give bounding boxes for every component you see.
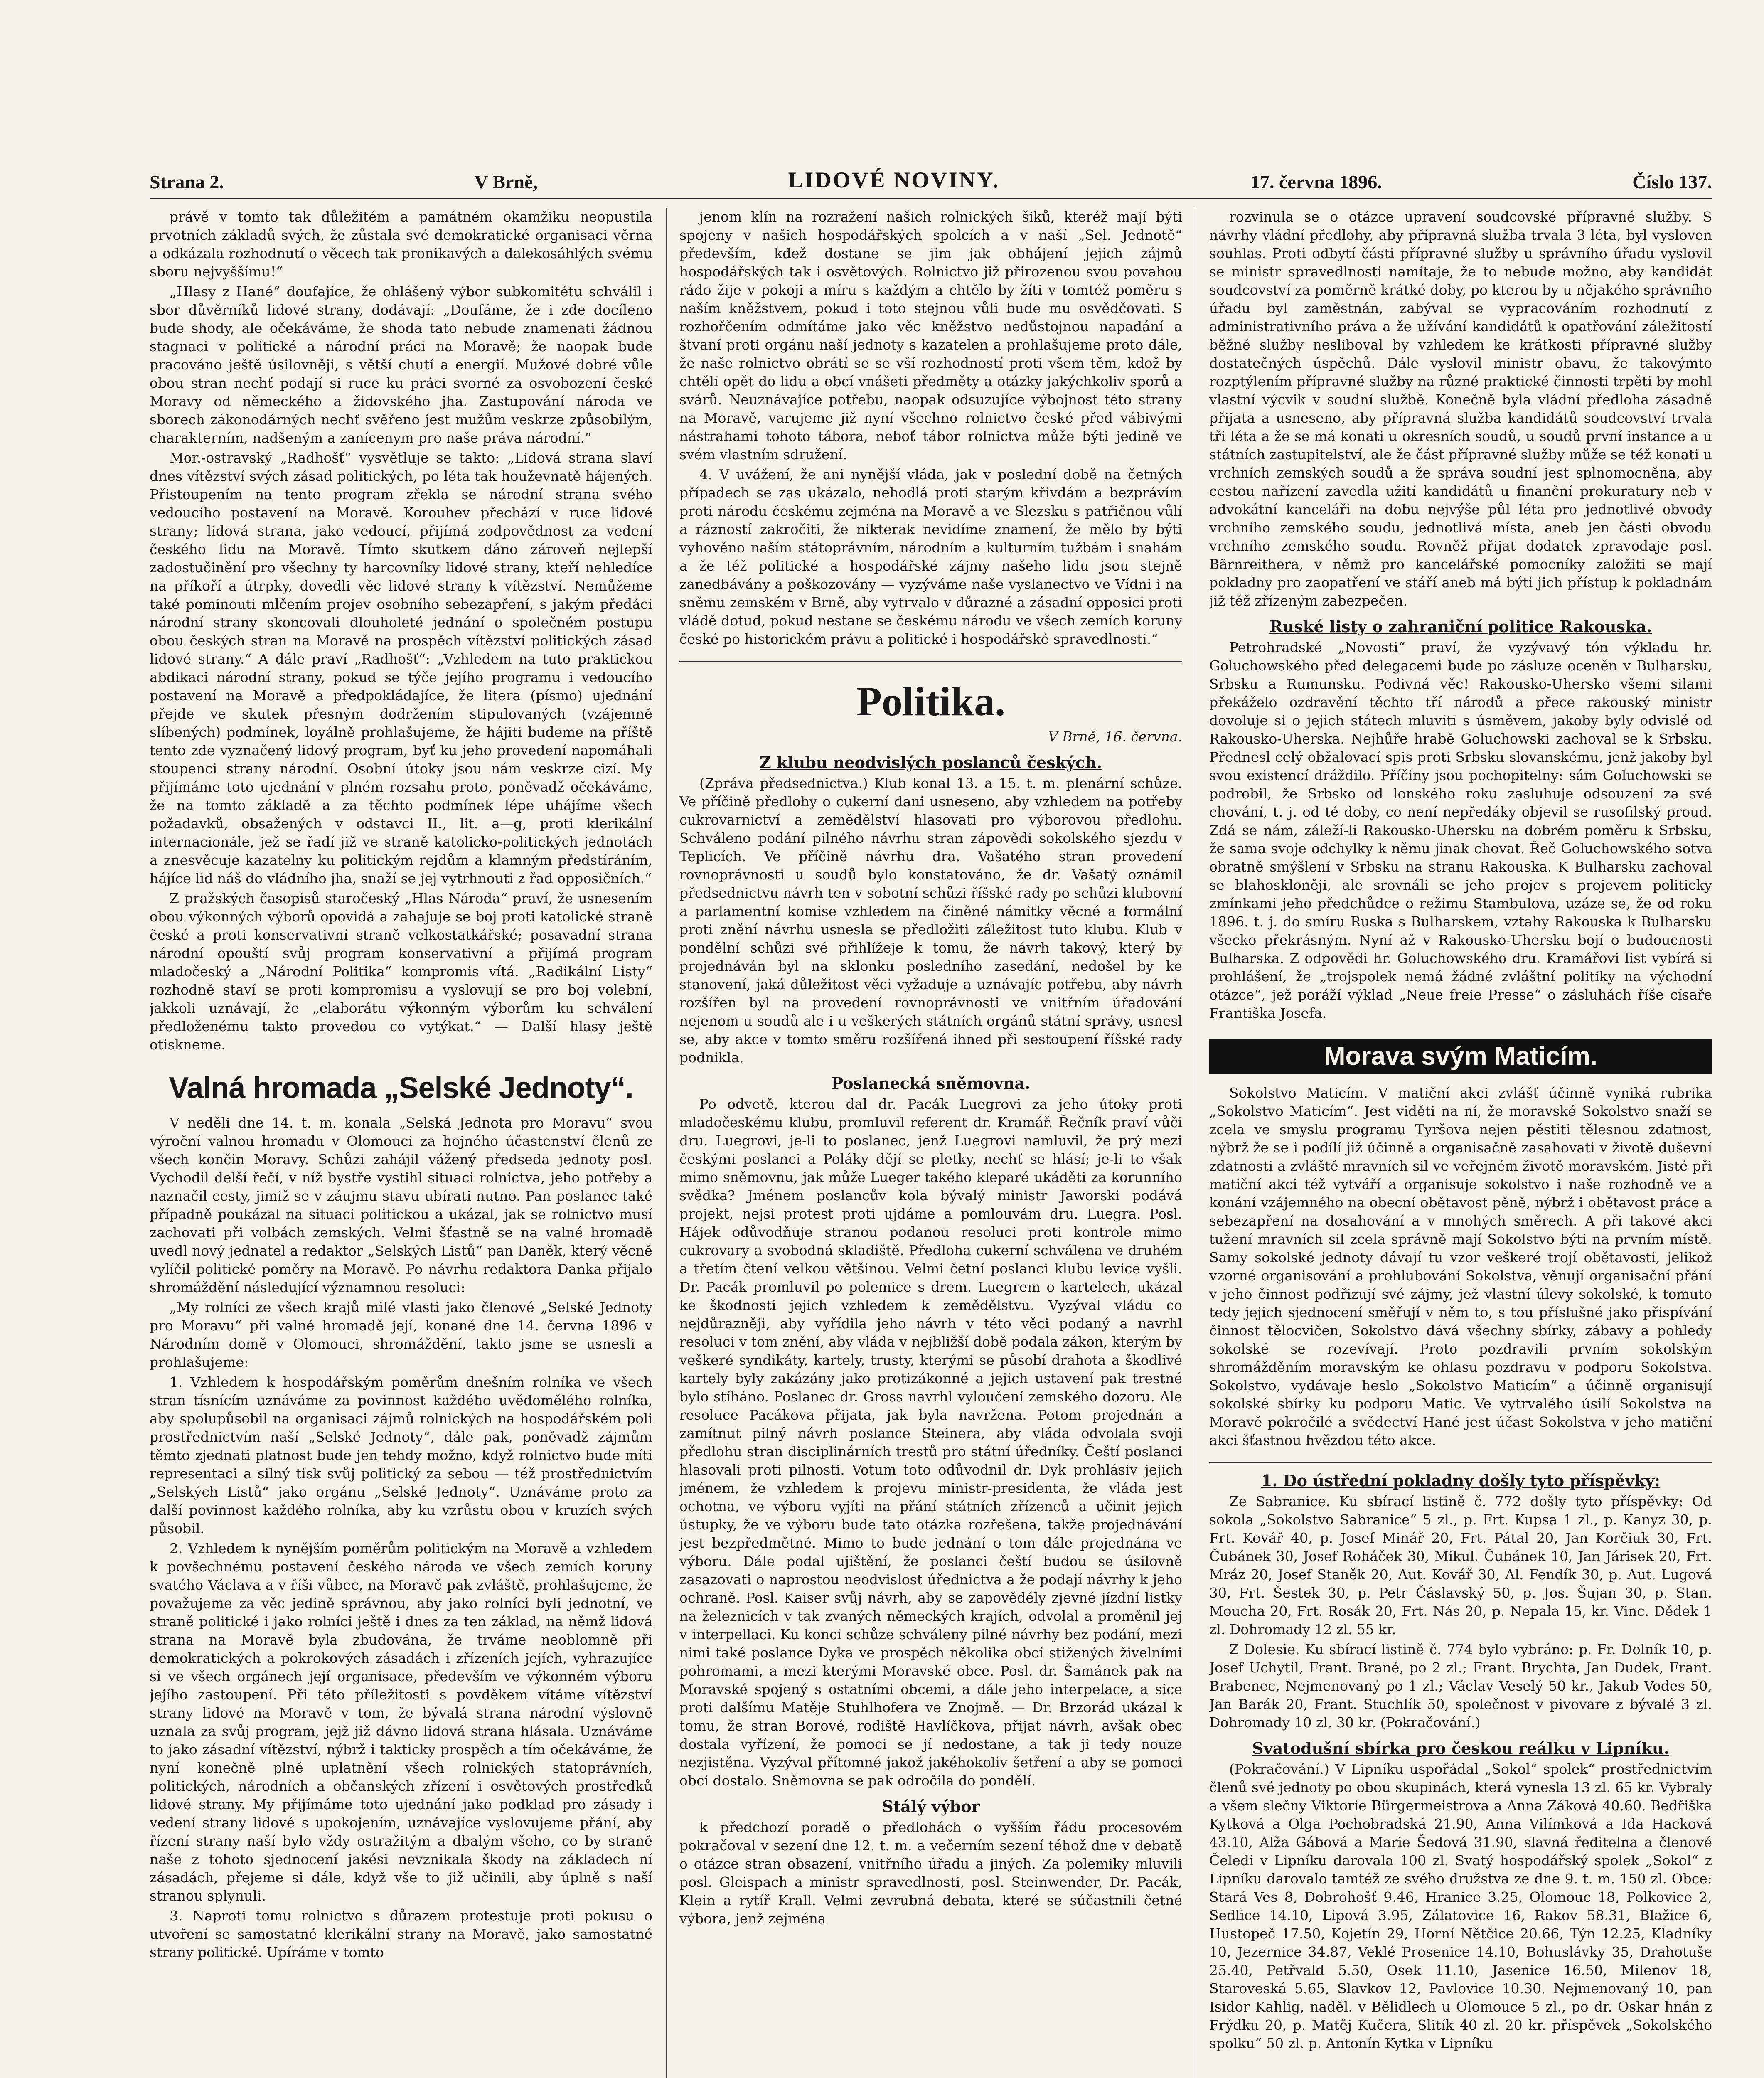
section-title: Politika. bbox=[856, 678, 1006, 724]
article-title: Valná hromada „Selské Jednoty“. bbox=[169, 1071, 633, 1105]
paragraph: Petrohradské „Novosti“ praví, že vyzývavý tón výkladu hr. Goluchowského před delegacemi bude po zásluze oceněn v Bulharsku, Srbsku a Rumunsku. Podivná věc! Rakousko-Uhersko všemi silami překáželo ozdravění těchto tří národů a přece rakouský ministr dovoluje si o jejich státech mluviti s úsměvem, jakoby byly odvislé od Rakousko-Uherska. Nejhůře hrabě Goluchowski zachoval se k Srbsku. Přednesl celý obžalovací spis proti Srbsku slovanskému, jenž jakoby byl svou existencí dráždilo. Příčiny jsou pochopitelny: sám Goluchowski se podrobil, že Srbsko od lonského roku zasluhuje odsouzení za své chování, t. j. od té doby, co není nepředáky objevil se rusofilský proud. Zdá se nám, záleží-li Rakousko-Uhersku na dobrém poměru k Srbsku, že sama svoje odchylky k němu jinak chovat. Řeč Goluchowského sotva obratně smýšlení v Srbsku na stranu Rakouska. K Bulharsku zachoval se blahoskloněji, ale srovnáli se jeho projev s projevem politicky zmínkami jeho předchůdce o režimu Stambulova, uzáze se, že od roku 1896. t. j. do smíru Ruska s Bulharskem, vztahy Rakouska k Bulharsku všecko překrásným. Nyní až v Rakousko-Uhersku bojí o budoucnosti Bulharska. Z odpovědi hr. Goluchowského dru. Kramářovi list vybírá si prohlášení, že „trojspolek nemá žádné zvláštní politiky na východní otázce“, jež poráží výklad „Neue freie Presse“ o zásluhách říše císaře Františka Josefa. bbox=[1209, 639, 1712, 1021]
column-rule bbox=[666, 208, 667, 2078]
paragraph: Sokolstvo Maticím. V matiční akci zvlášť účinně vyniká rubrika „Sokolstvo Maticím“. Jest viděti na ní, že moravské Sokolstvo snaží se zcela ve smyslu programu Tyršova nejen pěstiti tělesnou zdatnost, nýbrž že se i podílí již účinně a organisačně zasahovati v životě duševní zdatnosti a zvláště mravních sil ve veřejném životě moravském. Jisté při matiční akci též vytváří a organisuje sokolstvo i naše rozhodně ve a konání vzájemného na obecní obětavost pěně, nýbrž i obětavost práce a sebezapření na dosahování a v mnohých směrech. A při takové akci tužení mravních sil zcela správně mají Sokolstvo býti na prvním místě. Samy sokolské jednoty dávají tu vzor veškeré trojí obětavosti, jelikož vzorné organisování a prohlubování Sokolstva, věnují organisační přání v jeho činnost podřizují své zájmy, jež vlastní úlevy sokolské, k tomuto tedy jejich sjednocení směřují v něm to, s tou příslušné jako přispívání činnost tělocvičen, Sokolstvo dává všechny sbírky, zábavy a pohledy sokolské se rozevívají. Proto pozdravili prvním sokolským shromážděním moravským ke ohlasu pozdravu v podporu Sokolstva. Sokolstvo, vydávaje heslo „Sokolstvo Maticím“ a účinně organisují sokolské sbírky ku podporu Matic. Ve vytrvalého úsilí Sokolstva na Moravě pokročilé a svědectví Hané jest účast Sokolstva v jeho matiční akci šťastnou hvězdou této akce. bbox=[1209, 1085, 1712, 1448]
masthead: LIDOVÉ NOVINY. bbox=[788, 167, 1000, 192]
column-1 bbox=[150, 208, 652, 2078]
paragraph: rozvinula se o otázce upravení soudcovské přípravné služby. S návrhy vládní předlohy, aby přípravná služba trvala 3 léta, byl vysloven souhlas. Proti odbytí části přípravné služby u správního úřadu vyslovil se ministr spravedlnosti namítaje, že to nebude možno, aby kandidát soudcovství za poměrně krátké doby, po kterou by u nějakého správního úřadu byl zaměstnán, zabýval se vypracováním rozhodnutí z administrativního práva a že užívání kandidátů k opatřování záležitostí běžné služby nesliboval by vzhledem ke krátkosti přípravné služby dostatečných úspěchů. Dále vyslovil ministr obavu, že takovýmto rozptýlením přípravné služby na různé praktické činnosti trpěti by mohl vlastní výcvik v soudní službě. Konečně byla vládní předloha zásadně přijata a usneseno, aby přípravná služba kandidátů soudcovství trvala tři léta a že se má konati u okresních soudů, u soudů první instance a u státních zastupitelství, ale že část přípravné služby může se též konati u vrchních zemských soudů a že správa soudní jest splnomocněna, aby cestou nařízení zavedla užití kandidátů u finanční prokuratury neb v advokátní kanceláři na dobu nejvýše půl léta pro jednotlivé obvody vrchního zemského soudu, jednotlivá místa, aneb jen části obvodu vrchního zemského soudu. Rovněž přijat dodatek zpravodaje posl. Bärnreithera, v němž pro kancelářské pomocníky založiti se mají pokladny pro zaopatření ve stáří aneb má býti jich přístup k pokladnám již též zřízeným zabezpečen. bbox=[1209, 209, 1712, 609]
paragraph: „My rolníci ze všech krajů milé vlasti jako členové „Selské Jednoty pro Moravu“ při valné hromadě její, konané dne 14. června 1896 v Národním domě v Olomouci, shromáždění, takto jsme se usnesli a prohlašujeme: bbox=[150, 1299, 652, 1370]
page-number: Strana 2. bbox=[150, 171, 224, 192]
paragraph: 2. Vzhledem k nynějším poměrům politickým na Moravě a vzhledem k povšechnému postavení českého národa ve všech zemích koruny svatého Václava a v říši vůbec, na Moravě pak zvláště, prohlašujeme, že považujeme za věc jedině správnou, aby jako rolníci byli jednotní, ve straně politické i jako rolníci ještě i dnes za ten základ, na němž lidová strana na Moravě byla zbudována, že trváme neoblomně při demokratických a pokrokových zásadách i zřízeních jejích, vyhrazujíce si ve všech orgánech její organisace, především ve výkonném výboru jejího zastoupení. Při této příležitosti s povděkem vítáme vítězství strany lidové na Moravě v tom, že bývalá strana národní výslovně uznala za svůj program, jejž již dávno lidová strana hlásala. Uznáváme to jako zásadní vítězství, nýbrž i takticky prospěch a tím očekáváme, že nyní konečně plně uplatnění všech rolnických statoprávních, politických, národních a občanských zřízení i osvětových prostředků lidové strany. My přijímáme toto ujednání jako podklad pro zásady i vedení strany lidové s upokojením, uznávajíce vyslovujeme přání, aby řízení strany naší bylo vždy ostražitým a dbalým všeho, co by straně naše z tohoto sjednocení jakési nevznikala škody na základech ní zásadách, přejeme si dále, když vše to již učinili, aby úplně s naší stranou splynuli. bbox=[150, 1540, 652, 1904]
paragraph: 1. Vzhledem k hospodářským poměrům dnešním rolníka ve všech stran tísnícím uznáváme za povinnost každého uvědomělého rolníka, aby spolupůsobil na organisaci zájmů rolnických na hospodářském poli prostřednictvím naší „Selské Jednoty“, dále pak, poněvadž zájmům těmto zjednati platnost bude jen tehdy možno, když rolnictvo bude míti representaci a silný tisk svůj politický za sebou — též prostřednictvím „Selských Listů“ jako orgánu „Selské Jednoty“. Uznáváme proto za další povinnost každého rolníka, aby ku vzrůstu obou v kruzích svých působil. bbox=[150, 1374, 652, 1536]
paragraph: V neděli dne 14. t. m. konala „Selská Jednota pro Moravu“ svou výroční valnou hromadu v Olomouci za hojného účastenství členů ze všech končin Moravy. Schůzi zahájil vážený předseda jednoty posl. Vychodil delší řečí, v níž bystře vystihl situaci rolnictva, jeho potřeby a naznačil cesty, jimiž se v záujmu stavu ubírati nutno. Pan poslanec také případně poukázal na situaci politickou a ukázal, jak se rolnictvo musí zachovati při volbách zemských. Velmi šťastně se na valné hromadě uvedl nový jednatel a redaktor „Selských Listů“ pan Daněk, který věcně vylíčil politické poměry na Moravě. Po návrhu redaktora Danka přijalo shromáždění následující významnou resoluci: bbox=[150, 1115, 652, 1295]
subheading: Svatodušní sbírka pro českou reálku v Lipníku. bbox=[1252, 1739, 1669, 1758]
subheading: Z klubu neodvislých poslanců českých. bbox=[759, 753, 1102, 772]
paragraph: 3. Naproti tomu rolnictvo s důrazem protestuje proti pokusu o utvoření se samostatné klerikální strany na Moravě, jako samostatné strany politické. Upíráme v tomto bbox=[150, 1908, 652, 1960]
paragraph: Ze Sabranice. Ku sbírací listině č. 772 došly tyto příspěvky: Od sokola „Sokolstvo Sabranice“ 5 zl., p. Frt. Kupsa 1 zl., p. Kanyz 30, p. Frt. Kovář 40, p. Josef Minář 20, Frt. Pátal 20, Jan Korčiuk 30, Frt. Čubánek 30, Josef Roháček 30, Mikul. Čubánek 10, Jan Járisek 20, Frt. Mráz 20, Josef Staněk 20, Aut. Kovář 30, Al. Fendík 30, p. Aut. Lugová 30, Frt. Šestek 30, p. Petr Čáslavský 50, p. Jos. Šujan 30, p. Stan. Moucha 20, Frt. Rosák 20, Frt. Nás 20, p. Nepala 15, kr. Vinc. Dědek 1 zl. Dohromady 12 zl. 55 kr. bbox=[1209, 1493, 1712, 1637]
paragraph: 4. V uvážení, že ani nynější vláda, jak v poslední době na četných případech se zas ukázalo, nehodlá proti starým křivdám a bezprávím proti národu českému zejména na Moravě a ve Slezsku s patřičnou vůlí a rázností zakročiti, že nikterak nevidíme znamení, že mělo by býti vyhověno naším státoprávním, národním a kulturním tužbám i snahám a že též politické a hospodářské zájmy našeho lidu jsou stejně zanedbávány a poškozovány — vyzýváme naše vyslanectvo ve Vídni i na sněmu zemském v Brně, aby vytrvalo v důrazné a zásadní opposici proti vládě dotud, pokud nestane se českému národu ve všech zemích koruny české po historickém právu a politické i hospodářské spravedlnosti.“ bbox=[679, 466, 1182, 647]
paragraph: Z Dolesie. Ku sbírací listině č. 774 bylo vybráno: p. Fr. Dolník 10, p. Josef Uchytil, Frant. Brané, po 2 zl.; Frant. Brychta, Jan Dudek, Frant. Brabenec, Nejmenovaný po 1 zl.; Václav Veselý 50 kr., Jakub Vodes 50, Jan Barák 20, Frant. Stuchlík 50, společnost v pivovare z bývalé 3 zl. Dohromady 10 zl. 30 kr. (Pokračování.) bbox=[1209, 1641, 1712, 1731]
column-3 bbox=[1209, 208, 1712, 2078]
subheading: Poslanecká sněmovna. bbox=[831, 1074, 1031, 1093]
dateline: V Brně, 16. června. bbox=[1048, 729, 1182, 745]
subheading: 1. Do ústřední pokladny došly tyto příspěvky: bbox=[1261, 1471, 1661, 1490]
divider bbox=[1209, 1462, 1712, 1463]
paragraph: (Pokračování.) V Lipníku uspořádal „Sokol“ spolek“ prostřednictvím členů své jednoty po obou skupinách, která vynesla 13 zl. 65 kr. Vybraly a všem slečny Viktorie Bürgermeistrova a Anna Záková 40.60. Bedřiška Kytková a Olga Pochobradská 21.90, Anna Vilímková a Ida Hacková 43.10, Alža Gábová a Marie Šedová 31.90, slavná ředitelna a členové Čeledi v Lipníku darovala 100 zl. Svatý hospodářský spolek „Sokol“ z Lipníku darovalo tamtéž ze svého družstva ze dne 9. t. m. 150 zl. Obce: Stará Ves 8, Dobrohošť 9.46, Hranice 3.25, Olomouc 18, Polkovice 2, Sedlice 14.10, Lipová 3.95, Zálatovice 16, Rakov 58.31, Blažice 6, Hustopeč 17.50, Kojetín 29, Horní Nětčice 20.66, Týn 12.25, Kladníky 10, Jezernice 34.87, Veklé Prosenice 14.10, Bohuslávky 35, Drahotuše 25.40, Petřvald 5.50, Osek 11.10, Jasenice 16.50, Milenov 18, Staroveská 5.65, Slavkov 12, Pavlovice 10.30. Nejmenovaný 10, pan Isidor Kahlig, naděl. v Bělidlech u Olomouce 5 zl., po dr. Oskar hnán z Frýdku 20, p. Matěj Kučera, Slitík 40 zl. 20 kr. příspěvek „Sokolského spolku“ 50 zl. p. Antonín Kytka v Lipníku bbox=[1209, 1761, 1712, 2051]
paragraph: (Zpráva předsednictva.) Klub konal 13. a 15. t. m. plenární schůze. Ve příčině předlohy o cukerní dani usneseno, aby vzhledem na potřeby cukrovarnictví a zemědělství hlasovati pro výborovou předlohu. Schváleno podání pilného návrhu stran zápovědi sokolského sjezdu v Teplicích. Ve příčině návrhu dra. Vašatého stran provedení rovnoprávnosti u soudů bylo konstatováno, že dr. Vašatý oznámil předsednictvu návrh ten v sobotní schůzi říšské rady po schůzi klubovní a parlamentní komise vzhledem na činěné námitky věcné a formální proti znění návrhu usnesla se předložiti záležitost tuto klubu. Klub v pondělní schůzi své přihlížeje k tomu, že návrh takový, který by projednáván byl na sklonku posledního zasedání, nedošel by ke stanovení, jaká důležitost věci vyžaduje a uznávajíc potřebu, aby návrh rozšířen byl na provedení rovnoprávnosti ve vnitřním úřadování nejenom u soudů ale i u veškerých státních orgánů státní správy, usnesl se, aby akce v tomto směru rozšířená ihned při sestoupení říšské rady podnikla. bbox=[679, 775, 1182, 1066]
newspaper-page bbox=[150, 158, 1712, 2078]
subheading: Stálý výbor bbox=[882, 1797, 980, 1816]
issue-number: Číslo 137. bbox=[1632, 171, 1712, 192]
subheading: Ruské listy o zahraniční politice Rakouska. bbox=[1269, 617, 1652, 636]
paragraph: Po odvetě, kterou dal dr. Pacák Luegrovi za jeho útoky proti mladočeskému klubu, promluvil referent dr. Kramář. Řečník praví vůči dru. Luegrovi, je-li to poslanec, jenž Luegrovi namluvil, že prý mezi českými poslanci a Poláky dějí se pletky, nechť se hlásí; je-li to však mimo sněmovnu, jak může Lueger takého kleparé ukáděti za korunního svědka? Jménem poslancův kola bývalý ministr Jaworski podává projekt, nejsi protest proti ujdáme a pomlouvám dru. Luegra. Posl. Hájek odůvodňuje stranou podanou resoluci proti kontrole mimo cukrovary a svobodná skladiště. Předloha cukerní schválena ve druhém a třetím čtení velkou většinou. Velmi četní poslanci klubu levice vyšli. Dr. Pacák promluvil po polemice s drem. Luegrem o kartelech, ukázal ke škodnosti jejich vzhledem k zemědělstvu. Vyzýval vládu co nejdůrazněji, aby vyřídila jeho návrh v této věci podaný a navrhl resoluci v tom znění, aby vláda v nejbližší době podala zákon, kterým by veškeré syndikáty, kartely, trusty, kterými se působí drahota a škodlivé kartely byly zakázány jako protizákonné a jejich ustavení pak trestné bylo stíháno. Poslanec dr. Gross navrhl vyloučení zemského dozoru. Ale resoluce Pacákova přijata, jak byla navržena. Potom projednán a zamítnut pilný návrh poslance Steinera, aby vláda odvolala svoji předlohu stran disciplinárních trestů pro státní úředníky. Čeští poslanci hlasovali proti pilnosti. Votum toto odůvodnil dr. Dyk prohlásiv jejich jménem, že vzhledem k projevu ministr-presidenta, že vláda jest ochotna, ve výboru vyjíti na přání státních zřízenců a učinit jejich ústupky, že ve výboru bude tato otázka rozřešena, takže projednávání jest bezpředmětné. Mimo to bude jednání o tom dále projednána ve výboru. Dále podal ujištění, že poslanci čeští budou se úsilovně zasazovati o naprostou neodvislost úřednictva a že podají návrhy k jeho ochraně. Posl. Kaiser svůj návrh, aby se zapovědély zjevné jízdní listky na železnicích v tak zvaných německých krajích, odvolal a proměnil jej v interpellaci. Ku konci schůze schváleny pilné návrhy bez podání, mezi nimi také poslance Dyka ve prospěch několika obcí stižených živelními pohromami, a mezi kterými Moravské obce. Posl. dr. Šamánek pak na Moravské spojený s ostatními obcemi, a dále jeho interpelace, a sice proti dalšímu Matěje Stuhlhofera ve Znojmě. — Dr. Brzorád ukázal k tomu, že stran Borové, rodiště Havlíčkova, přijat návrh, avšak obec dostala vyřízení, že pomoci se jí nedostane, a tak ji tedy nouze nezjistěna. Vyzýval přítomné jakož jakéhokoliv šetření a aby se pomoci obci dostalo. Sněmovna se pak odročila do pondělí. bbox=[679, 1096, 1182, 1789]
paragraph: právě v tomto tak důležitém a památném okamžiku neopustila prvotních základů svých, že zůstala své demokratické organisaci věrna a odkázala rozhodnutí o věcech tak pronikavých a dalekosáhlých svému sboru nejvyššímu!“ bbox=[150, 209, 652, 280]
paragraph: Mor.-ostravský „Radhošť“ vysvětluje se takto: „Lidová strana slaví dnes vítězství svých zásad politických, po léta tak houževnatě hájených. Přistoupením na tento program zřekla se národní strana svého vedoucího postavení na Moravě. Korouhev přechází v ruce lidové strany; lidová strana, jako vedoucí, přijímá zodpovědnost za vedení českého lidu na Moravě. Tímto skutkem dáno zároveň nejlepší zadostučinění pro všechny ty harcovníky lidové strany, kteří nehledíce na příkoří a útrpky, dovedli věc lidové strany k vítězství. Nemůžeme také pominouti mlčením projev osobního sebezapření, s jakým předáci národní strany skoncovali dlouholeté jednání o společném postupu obou českých stran na Moravě na prospěch vítězství politických zásad lidové strany.“ A dále praví „Radhošť“: „Vzhledem na tuto praktickou abdikaci národní strany, pokud se týče jejího programu i vedoucího postavení na Moravě a předpokládajíce, že litera (písmo) ujednání přejde ve skutek přesným dodržením stipulovaných (vzájemně slíbených) podmínek, loyálně prohlašujeme, že hájiti budeme na příště tento zde vyznačený lidový program, byť ku jeho provedení napomáhali stoupenci strany národní. Osobní útoky jsou nám veskrze cizí. My přijímáme toto ujednání v plném rozsahu proto, poněvadž očekáváme, že na tomto základě a za těchto podmínek lépe uhájíme všech požadavků, obsažených v odstavci II., lit. a—g, proti klerikální internacionále, jež se řadí již ve straně katolicko-politických jednotách a znesvěcuje kazatelny ku politickým rejdům a klamným předstíráním, hájíce lid náš do vládního jha, snaží se jej vytrhnouti z řad opposičních.“ bbox=[150, 450, 652, 886]
paragraph: Z pražských časopisů staročeský „Hlas Národa“ praví, že usnesením obou výkonných výborů opovidá a zahajuje se boj proti katolické straně české a proti konservativní straně velkostatkářské; posavadní strana národní opouští svůj program konservativní a přijímá program mladočeský a „Národní Politika“ kompromis vítá. „Radikální Listy“ rozhodně staví se proti kompromisu a vyslovují se pro boj volební, jakkoli uznávají, že „elaborátu výkonným výborům ku schválení předloženému takto provedou co vytýkat.“ — Další hlasy ještě otiskneme. bbox=[150, 890, 652, 1053]
page-header bbox=[150, 158, 1712, 199]
divider bbox=[679, 661, 1182, 662]
article-title-banner: Morava svým Maticím. bbox=[1209, 1039, 1712, 1074]
paragraph: „Hlasy z Hané“ doufajíce, že ohlášený výbor subkomitétu schválil i sbor důvěrníků lidové strany, dodávají: „Doufáme, že i zde docíleno bude shody, ale očekáváme, že shoda tato nebude znamenati žádnou stagnaci v politické a národní práci na Moravě; že naopak bude pracováno ještě úsilovněji, s větší chutí a energií. Mužové dobré vůle obou stran nechť podají si ruce ku práci svorné za osvobození české Moravy od německého a židovského jha. Zastupování národa ve sborech zákonodárných nechť svěřeno jest mužům veskrze způsobilým, charakterním, nadšeným a zanícenym pro naše práva národní.“ bbox=[150, 283, 652, 446]
issue-date: 17. června 1896. bbox=[1250, 171, 1382, 192]
column-2 bbox=[679, 208, 1182, 2078]
paragraph: jenom klín na rozražení našich rolnických šiků, kteréž mají býti spojeny v našich hospodářských spolcích a v naší „Sel. Jednotě“ především, kdež dostane se jim jak obhájení jejich zájmů hospodářských tak i osvětových. Rolnictvo již přirozenou svou povahou rádo žije v pokoji a míru s každým a chtělo by žíti v tomtéž poměru s naším kněžstvem, pokud i toto stejnou vůli bude mu osvědčovati. S rozhořčením odmítáme jako věc kněžstvo nedůstojnou napadání a štvaní proti orgánu naší jednoty s kazatelen a prohlašujeme proto dále, že naše rolnictvo obrátí se se vší rozhodností proti všem těm, kdož by chtěli opět do lidu a obcí vnášeti předměty a otázky jakýchkoliv sporů a svárů. Neuznávajíce potřebu, naopak odsuzujíce výbojnost této strany na Moravě, varujeme již nyní všechno rolnictvo české před vábivými nástrahami tohoto tábora, neboť tábor rolnictva může býti jedině ve svém vlastním sdružení. bbox=[679, 209, 1182, 463]
paragraph: k předchozí poradě o předlohách o vyšším řádu procesovém pokračoval v sezení dne 12. t. m. a večerním sezení téhož dne v debatě o otázce stran obsazení, vnitřního úřadu a jiných. Za polemiky mluvili posl. Gleispach a ministr spravedlnosti, posl. Steinwender, Dr. Pacák, Klein a rytíř Krall. Velmi zevrubná debata, které se súčastnili četné výbora, jenž zejména bbox=[679, 1819, 1182, 1927]
place-line: V Brně, bbox=[474, 171, 538, 192]
